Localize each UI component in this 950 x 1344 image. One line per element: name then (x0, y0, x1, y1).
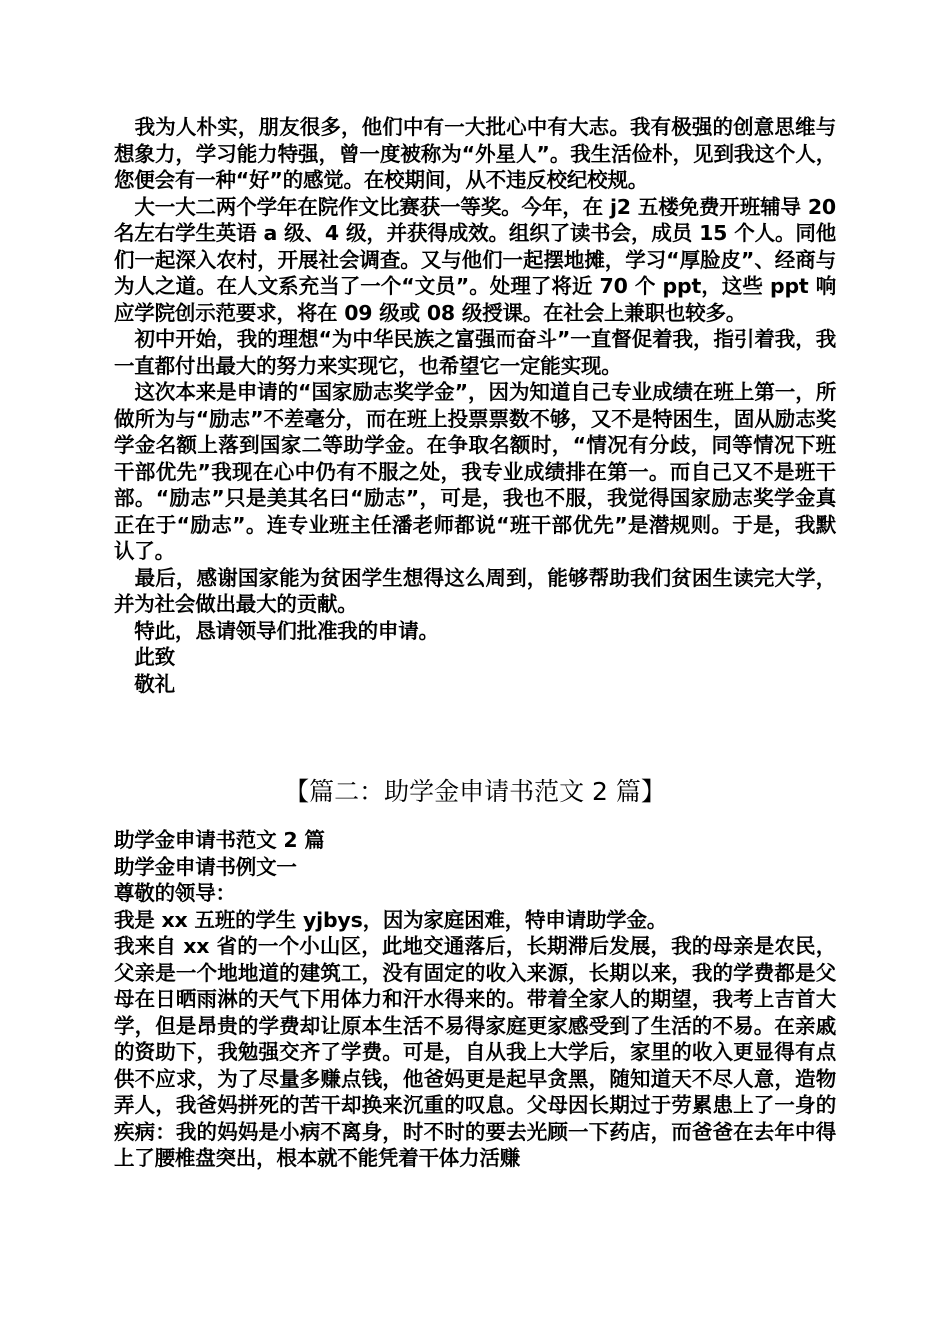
section-heading: 【篇二：助学金申请书范文 2 篇】 (284, 777, 666, 806)
paragraph-achievements: 大一大二两个学年在院作文比赛获一等奖。今年，在 j2 五楼免费开班辅导 20 名左右学生英语 a 级、4 级，并获得成效。组织了读书会，成员 15 个人。同他们一起深入农村，开展社会调查。又与他们一起摆地摊，学习“厚脸皮”、经商与为人之道。在人文系充当了一个“文员”。处理了将近 70 个 ppt，这些 ppt 响应学院创示范要求，将在 09 级或 08 级授课。在社会上兼职也较多。 (114, 194, 836, 325)
closing-jingli: 敬礼 (114, 671, 175, 696)
application-letter-body (114, 114, 836, 697)
paragraph-ideal: 初中开始，我的理想“为中华民族之富强而奋斗”一直督促着我，指引着我，我一直都付出最大的努力来实现它，也希望它一定能实现。 (114, 327, 836, 378)
paragraph-character: 我为人朴实，朋友很多，他们中有一大批心中有大志。我有极强的创意思维与想象力，学习能力特强，曾一度被称为“外星人”。我生活俭朴，见到我这个人，您便会有一种“好”的感觉。在校期间，从不违反校纪校规。 (114, 115, 836, 192)
paragraph-thanks: 最后，感谢国家能为贫困学生想得这么周到，能够帮助我们贫困生读完大学，并为社会做出最大的贡献。 (114, 565, 836, 616)
salutation: 尊敬的领导： (114, 881, 236, 905)
sample-letter-body (114, 827, 836, 1172)
paragraph-intro: 我是 xx 五班的学生 yjbys，因为家庭困难，特申请助学金。 (114, 907, 668, 932)
closing-cizhi: 此致 (114, 645, 175, 669)
sample-subtitle: 助学金申请书例文一 (114, 854, 297, 879)
paragraph-request: 特此，恳请领导们批准我的申请。 (114, 618, 439, 643)
paragraph-scholarship: 这次本来是申请的“国家励志奖学金”，因为知道自己专业成绩在班上第一，所做所为与“励志”不差毫分，而在班上投票票数不够，又不是特困生，固从励志奖学金名额上落到国家二等助学金。在争取名额时，“情况有分歧，同等情况下班干部优先”我现在心中仍有不服之处，我专业成绩排在第一。而自己又不是班干部。“励志”只是美其名曰“励志”，可是，我也不服，我觉得国家励志奖学金真正在于“励志”。连专业班主任潘老师都说“班干部优先”是潜规则。于是，我默认了。 (114, 380, 836, 563)
paragraph-family: 我来自 xx 省的一个小山区，此地交通落后，长期滞后发展，我的母亲是农民，父亲是一个地地道的建筑工，没有固定的收入来源，长期以来，我的学费都是父母在日晒雨淋的天气下用体力和汗水得来的。带着全家人的期望，我考上吉首大学，但是昂贵的学费却让原本生活不易得家庭更家感受到了生活的不易。在亲戚的资助下，我勉强交齐了学费。可是，自从我上大学后，家里的收入更显得有点供不应求，为了尽量多赚点钱，他爸妈更是起早贪黑，随知道天不尽人意，造物弄人，我爸妈拼死的苦干却换来沉重的叹息。父母因长期过于劳累患上了一身的疾病：我的妈妈是小病不离身，时不时的要去光顾一下药店，而爸爸在去年中得上了腰椎盘突出，根本就不能凭着干体力活赚 (114, 934, 836, 1170)
sample-title: 助学金申请书范文 2 篇 (114, 828, 325, 852)
